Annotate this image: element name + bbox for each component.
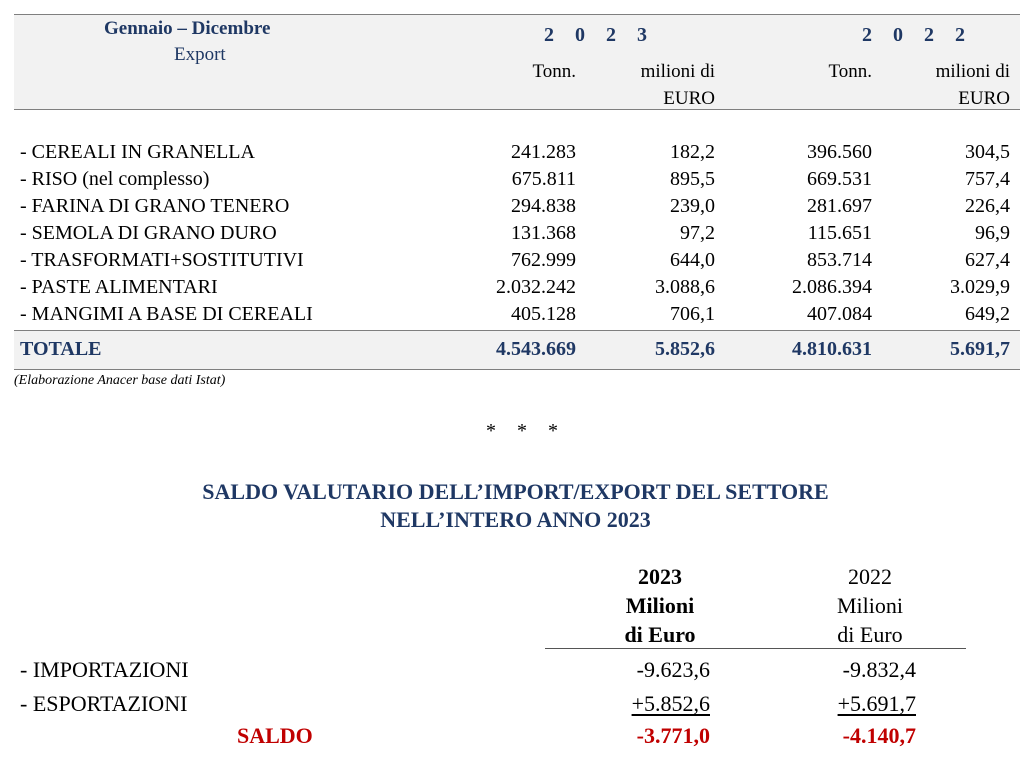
eur-2023: 3.088,6 (655, 276, 715, 298)
period-label: Gennaio – Dicembre (104, 18, 271, 39)
saldo-total-row (0, 720, 1031, 752)
source-note: (Elaborazione Anacer base dati Istat) (14, 373, 226, 388)
unit-tonnes-2023: Tonn. (532, 61, 576, 82)
eur-2022: 226,4 (965, 195, 1010, 217)
eur-2022: 96,9 (975, 222, 1010, 244)
row-label: - PASTE ALIMENTARI (20, 276, 218, 298)
tonnes-2023: 131.368 (511, 222, 576, 244)
row-label: - TRASFORMATI+SOSTITUTIVI (20, 249, 304, 271)
total-row (14, 336, 1020, 363)
table-row (14, 301, 1020, 328)
eur-2022: 3.029,9 (950, 276, 1010, 298)
eur-2023: 182,2 (670, 141, 715, 163)
table-row (14, 166, 1020, 193)
saldo-row-label: - IMPORTAZIONI (20, 657, 189, 682)
saldo-header-2022-unit2: di Euro (837, 622, 903, 647)
saldo-total-2022: -4.140,7 (842, 723, 916, 748)
eur-2023: 97,2 (680, 222, 715, 244)
tonnes-2022: 115.651 (807, 222, 872, 244)
saldo-header-2023-year: 2023 (638, 564, 682, 589)
tonnes-2022: 281.697 (807, 195, 872, 217)
total-label: TOTALE (20, 338, 102, 360)
unit-eur-2023-line1: milioni di (640, 61, 715, 82)
eur-2023: 239,0 (670, 195, 715, 217)
total-tonnes-2022: 4.810.631 (792, 338, 872, 360)
eur-2023: 706,1 (670, 303, 715, 325)
table-row (14, 220, 1020, 247)
saldo-row-import (0, 654, 1031, 686)
saldo-header-2022-year: 2022 (848, 564, 892, 589)
row-label: - CEREALI IN GRANELLA (20, 141, 255, 163)
eur-2022: 627,4 (965, 249, 1010, 271)
tonnes-2023: 2.032.242 (496, 276, 576, 298)
eur-2022: 649,2 (965, 303, 1010, 325)
total-eur-2023: 5.852,6 (655, 338, 715, 360)
unit-eur-2022-line1: milioni di (935, 61, 1010, 82)
unit-eur-2023-line2: EURO (663, 88, 715, 109)
table-row (14, 247, 1020, 274)
eur-2023: 895,5 (670, 168, 715, 190)
tonnes-2023: 241.283 (511, 141, 576, 163)
saldo-value-2023: +5.852,6 (631, 691, 710, 716)
tonnes-2022: 396.560 (807, 141, 872, 163)
tonnes-2023: 762.999 (511, 249, 576, 271)
saldo-total-2023: -3.771,0 (636, 723, 710, 748)
unit-tonnes-2022: Tonn. (828, 61, 872, 82)
eur-2022: 304,5 (965, 141, 1010, 163)
row-label: - RISO (nel complesso) (20, 168, 210, 190)
saldo-header-2023-unit2: di Euro (624, 622, 696, 647)
saldo-header-2023-unit1: Milioni (625, 593, 695, 618)
year-2022-header: 2 0 2 2 (862, 24, 973, 46)
saldo-row-export (0, 688, 1031, 720)
saldo-title-line2: NELL’INTERO ANNO 2023 (380, 507, 651, 532)
saldo-header-rule (545, 648, 966, 649)
eur-2022: 757,4 (965, 168, 1010, 190)
saldo-value-2023: -9.623,6 (636, 657, 710, 682)
tonnes-2022: 853.714 (807, 249, 872, 271)
tonnes-2023: 294.838 (511, 195, 576, 217)
table-row (14, 139, 1020, 166)
section-separator: * * * (486, 420, 566, 442)
saldo-row-label: - ESPORTAZIONI (20, 691, 188, 716)
tonnes-2022: 669.531 (807, 168, 872, 190)
total-tonnes-2023: 4.543.669 (496, 338, 576, 360)
saldo-value-2022: +5.691,7 (837, 691, 916, 716)
flow-label: Export (174, 44, 226, 65)
saldo-header-2022-unit1: Milioni (836, 593, 903, 618)
tonnes-2023: 405.128 (511, 303, 576, 325)
eur-2023: 644,0 (670, 249, 715, 271)
row-label: - FARINA DI GRANO TENERO (20, 195, 290, 217)
saldo-value-2022: -9.832,4 (842, 657, 916, 682)
saldo-total-label: SALDO (237, 723, 313, 748)
year-2023-header: 2 0 2 3 (544, 24, 655, 46)
tonnes-2022: 407.084 (807, 303, 872, 325)
table-row (14, 193, 1020, 220)
tonnes-2023: 675.811 (511, 168, 576, 190)
total-eur-2022: 5.691,7 (950, 338, 1010, 360)
row-label: - MANGIMI A BASE DI CEREALI (20, 303, 313, 325)
table-row (14, 274, 1020, 301)
row-label: - SEMOLA DI GRANO DURO (20, 222, 277, 244)
unit-eur-2022-line2: EURO (958, 88, 1010, 109)
export-table (14, 14, 1020, 370)
tonnes-2022: 2.086.394 (792, 276, 872, 298)
saldo-title-line1: SALDO VALUTARIO DELL’IMPORT/EXPORT DEL SETTORE (202, 479, 829, 504)
